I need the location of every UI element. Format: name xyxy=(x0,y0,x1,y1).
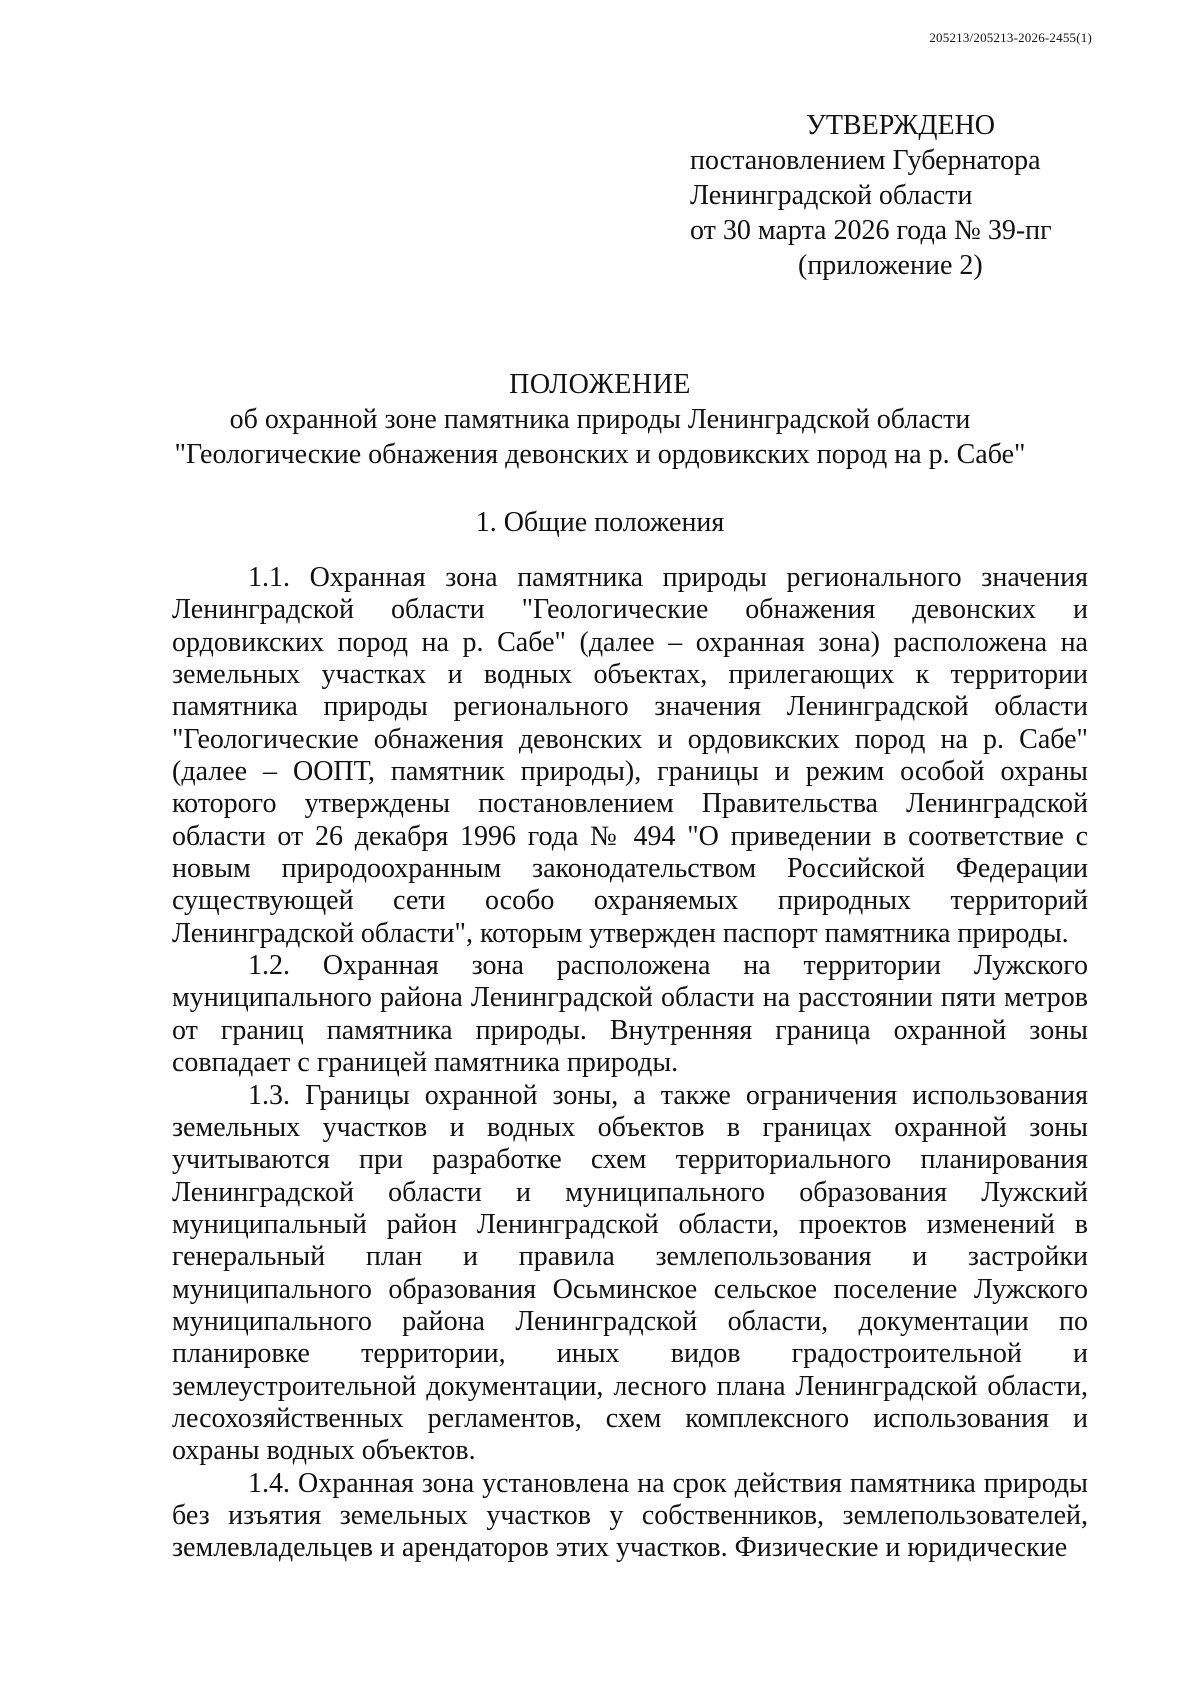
paragraph-1-4: 1.4. Охранная зона установлена на срок действия памятника природы без изъятия земельных участков у собственников, землепользователей, землевладельцев и арендаторов этих участков. Физические и юридические xyxy=(172,1467,1088,1564)
section-title: 1. Общие положения xyxy=(475,507,725,538)
document-id: 205213/205213-2026-2455(1) xyxy=(929,30,1092,45)
approval-line-3: от 30 марта 2026 года № 39-пг xyxy=(690,215,1052,246)
approval-stamp xyxy=(690,108,1110,283)
section-body xyxy=(172,562,1088,1565)
paragraph-1-3: 1.3. Границы охранной зоны, а также ограничения использования земельных участков и водных объектов в границах охранной зоны учитываются при разработке схем территориального планирования Ленинградской области и муниципального образования Лужский муниципальный район Ленинградской области, проектов изменений в генеральный план и правила землепользования и застройки муниципального образования Осьминское сельское поселение Лужского муниципального района Ленинградской области, документации по планировке территории, иных видов градостроительной и землеустроительной документации, лесного плана Ленинградской области, лесохозяйственных регламентов, схем комплексного использования и охраны водных объектов. xyxy=(172,1079,1088,1467)
document-heading xyxy=(0,367,1200,472)
document-subtitle-line-2: "Геологические обнажения девонских и ордовикских пород на р. Сабе" xyxy=(174,439,1026,470)
approval-note: (приложение 2) xyxy=(798,250,983,281)
approval-line-2: Ленинградской области xyxy=(690,180,973,211)
document-subtitle-line-1: об охранной зоне памятника природы Ленинградской области xyxy=(229,404,971,435)
paragraph-1-1: 1.1. Охранная зона памятника природы регионального значения Ленинградской области "Геологические обнажения девонских и ордовикских пород на р. Сабе" (далее – охранная зона) расположена на земельных участках и водных объектах, прилегающих к территории памятника природы регионального значения Ленинградской области "Геологические обнажения девонских и ордовикских пород на р. Сабе" (далее – ООПТ, памятник природы), границы и режим особой охраны которого утверждены постановлением Правительства Ленинградской области от 26 декабря 1996 года № 494 "О приведении в соответствие с новым природоохранным законодательством Российской Федерации существующей сети особо охраняемых природных территорий Ленинградской области", которым утвержден паспорт памятника природы. xyxy=(172,562,1088,949)
approval-line-1: постановлением Губернатора xyxy=(690,145,1041,176)
paragraph-1-2: 1.2. Охранная зона расположена на территории Лужского муниципального района Ленинградской области на расстоянии пяти метров от границ памятника природы. Внутренняя граница охранной зоны совпадает с границей памятника природы. xyxy=(172,950,1088,1079)
document-title: ПОЛОЖЕНИЕ xyxy=(509,369,691,400)
approval-title: УТВЕРЖДЕНО xyxy=(806,110,996,141)
